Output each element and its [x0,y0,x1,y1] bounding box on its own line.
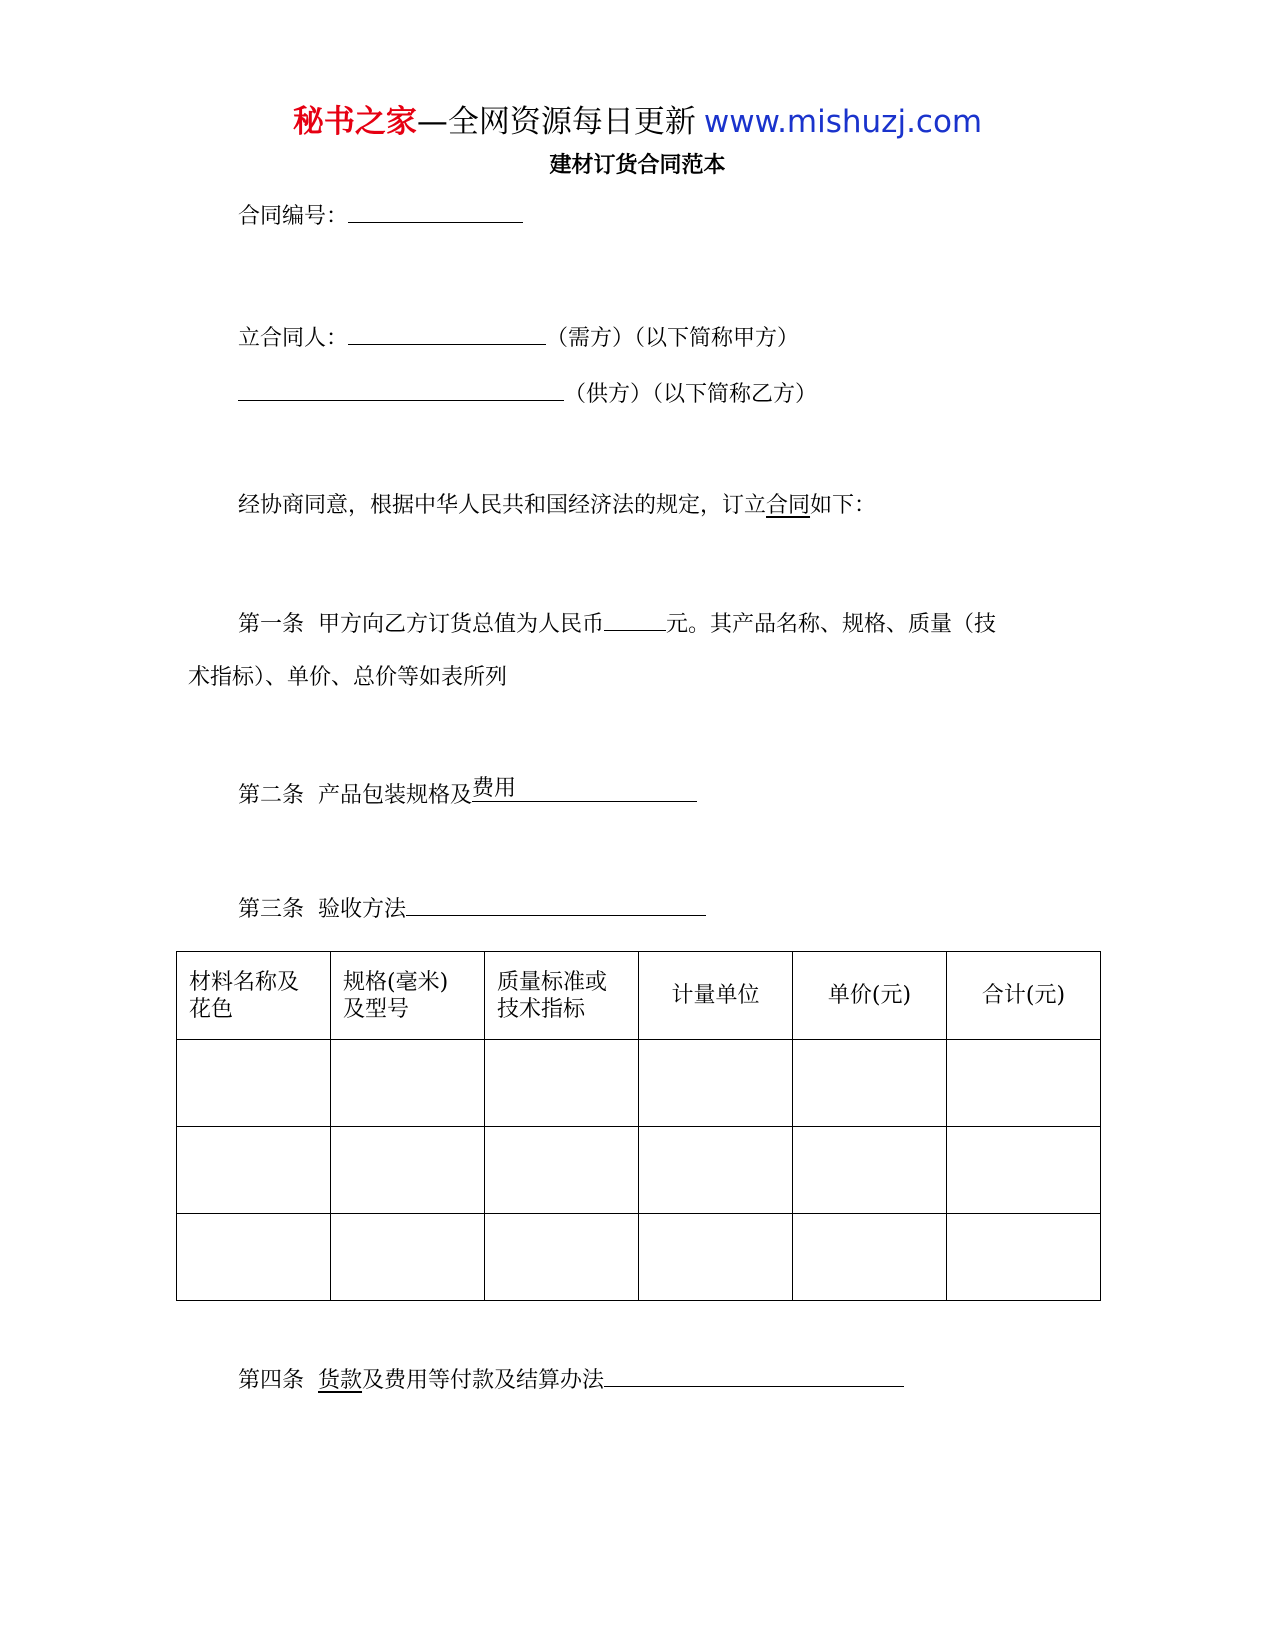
table-cell[interactable] [793,1127,947,1214]
contract-number-blank[interactable] [348,198,523,223]
buyer-name-blank[interactable] [348,320,546,345]
table-cell[interactable] [947,1127,1101,1214]
article-1-line [238,606,996,641]
table-cell[interactable] [485,1214,639,1301]
table-row [177,1040,1101,1127]
header-total: 合计(元) [947,952,1101,1040]
table-cell[interactable] [485,1127,639,1214]
table-cell[interactable] [639,1214,793,1301]
table-cell[interactable] [639,1127,793,1214]
table-cell[interactable] [331,1214,485,1301]
article-4-text: 及费用等付款及结算办法 [362,1368,605,1393]
table-cell[interactable] [331,1127,485,1214]
header-unit-price: 单价(元) [793,952,947,1040]
header-material-name: 材料名称及 花色 [177,952,331,1040]
table-cell[interactable] [177,1214,331,1301]
seller-party-line [238,376,817,411]
seller-suffix: （供方）（以下简称乙方） [564,382,818,407]
payment-method-blank[interactable] [604,1362,904,1387]
contract-number-line [238,198,523,233]
article-1-text: 甲方向乙方订货总值为人民币 [318,612,605,637]
total-value-blank[interactable] [604,606,666,631]
article-2-label: 第二条 [238,783,305,808]
header-spec-model: 规格(毫米) 及型号 [331,952,485,1040]
buyer-suffix: （需方）（以下简称甲方） [546,326,800,351]
table-cell[interactable] [177,1127,331,1214]
article-3-line [238,891,706,926]
article-2-underlined: 费用 [472,776,517,801]
table-row [177,1214,1101,1301]
article-2-line [238,777,697,812]
site-banner [0,100,1275,144]
contract-number-label: 合同编号： [238,204,349,229]
header-unit: 计量单位 [639,952,793,1040]
article-1-continuation: 术指标）、单价、总价等如表所列 [188,665,508,690]
table-cell[interactable] [947,1214,1101,1301]
table-cell[interactable] [639,1040,793,1127]
table-cell[interactable] [177,1040,331,1127]
packaging-fee-blank[interactable] [472,777,697,802]
article-1-text-after: 元。其产品名称、规格、质量（技 [666,612,997,637]
table-header-row [177,952,1101,1040]
brand-name: 秘书之家 [292,104,417,140]
article-4-line [238,1362,904,1397]
article-4-label: 第四条 [238,1368,305,1393]
article-3-text: 验收方法 [318,897,407,922]
product-spec-table [176,951,1101,1301]
table-cell[interactable] [793,1040,947,1127]
table-cell[interactable] [793,1214,947,1301]
article-1-label: 第一条 [238,612,305,637]
header-quality-standard: 质量标准或 技术指标 [485,952,639,1040]
table-cell[interactable] [331,1040,485,1127]
banner-dash: — [416,104,448,140]
preamble-contract-link[interactable]: 合同 [766,493,811,518]
table-cell[interactable] [947,1040,1101,1127]
table-cell[interactable] [485,1040,639,1127]
article-2-text: 产品包装规格及 [318,783,473,808]
article-4-underlined: 货款 [318,1368,363,1393]
preamble-end: 如下： [810,493,877,518]
article-3-label: 第三条 [238,897,305,922]
buyer-party-line [238,320,799,355]
preamble-text: 经协商同意，根据中华人民共和国经济法的规定，订立 [238,493,767,518]
banner-slogan: 全网资源每日更新 [447,104,696,140]
preamble [238,490,876,522]
site-url-link[interactable]: www.mishuzj.com [703,104,983,140]
parties-label: 立合同人： [238,326,349,351]
seller-name-blank[interactable] [238,376,564,401]
table-row [177,1127,1101,1214]
acceptance-method-blank[interactable] [406,891,706,916]
document-title: 建材订货合同范本 [549,153,726,178]
